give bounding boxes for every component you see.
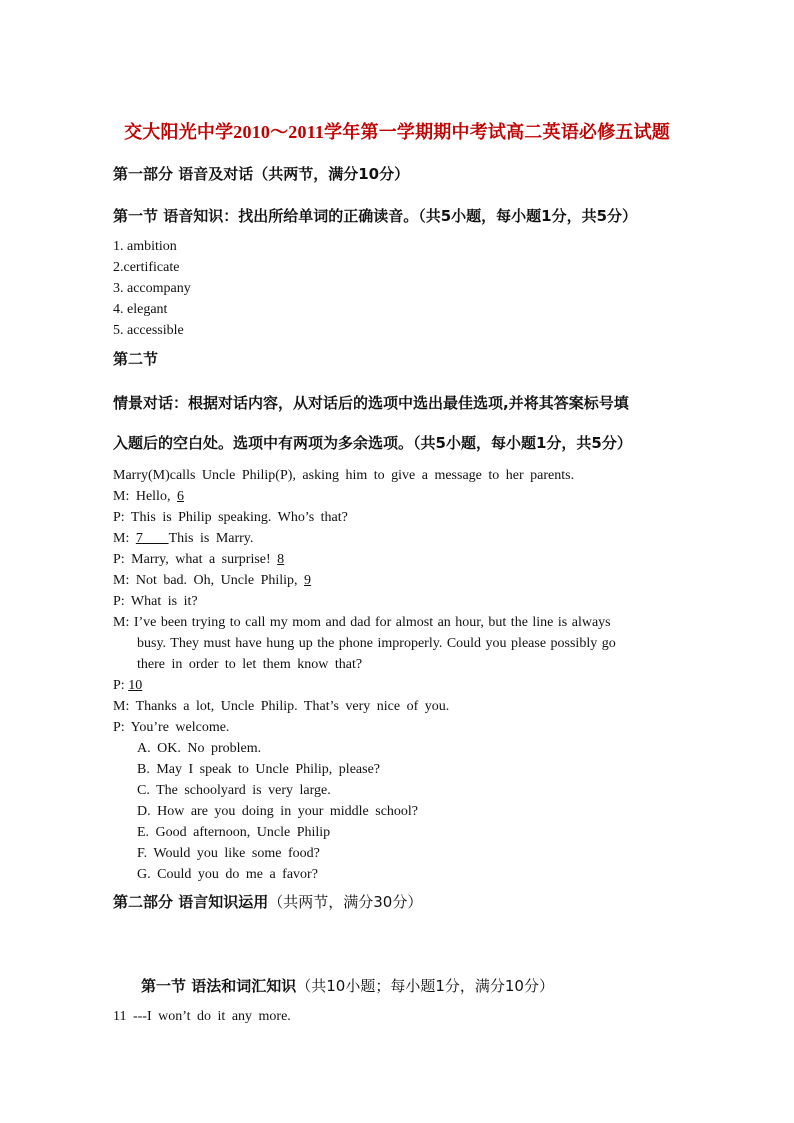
part2-section1-title: 第一节 语法和词汇知识 xyxy=(141,977,297,995)
option-item: D. How are you doing in your middle school? xyxy=(137,804,419,819)
dialog-line: P: You’re welcome. xyxy=(113,720,230,735)
answer-blank: 8 xyxy=(277,552,285,567)
dialog-line-continued: there in order to let them know that? xyxy=(137,657,363,672)
dialog-speaker-text: M: Hello, xyxy=(113,489,177,504)
dialog-speaker-text: P: xyxy=(113,678,129,693)
part2-heading-score: （共两节，满分30分） xyxy=(268,893,423,911)
word-item: 3. accompany xyxy=(113,281,191,296)
dialog-line xyxy=(113,487,184,507)
answer-blank: 9 xyxy=(304,573,312,588)
word-item: 1. ambition xyxy=(113,239,177,254)
dialog-line: M: I’ve been trying to call my mom and dad for almost an hour, but the line is always xyxy=(113,615,611,630)
dialog-line xyxy=(113,529,253,549)
word-item: 4. elegant xyxy=(113,302,168,317)
section1-heading: 第一节 语音知识：找出所给单词的正确读音。（共5小题，每小题1分，共5分） xyxy=(113,207,638,225)
option-item: C. The schoolyard is very large. xyxy=(137,783,331,798)
word-item: 2.certificate xyxy=(113,260,180,275)
answer-blank: 7 xyxy=(135,531,169,546)
dialog-line: P: What is it? xyxy=(113,594,198,609)
option-item: B. May I speak to Uncle Philip, please? xyxy=(137,762,381,777)
section2-heading: 第二节 xyxy=(113,350,159,368)
dialog-line: P: This is Philip speaking. Who’s that? xyxy=(113,510,348,525)
answer-blank: 6 xyxy=(176,489,184,504)
option-item: E. Good afternoon, Uncle Philip xyxy=(137,825,331,840)
page-title: 交大阳光中学2010～2011学年第一学期期中考试高二英语必修五试题 xyxy=(124,122,670,142)
option-item: G. Could you do me a favor? xyxy=(137,867,318,882)
option-item: A. OK. No problem. xyxy=(137,741,262,756)
part2-heading xyxy=(113,891,422,912)
dialog-speaker-text: M: xyxy=(113,531,136,546)
dialog-line xyxy=(113,550,284,570)
dialog-line xyxy=(113,676,142,696)
dialog-speaker-text: This is Marry. xyxy=(168,531,254,546)
dialog-line: M: Thanks a lot, Uncle Philip. That’s very nice of you. xyxy=(113,699,450,714)
answer-blank: 10 xyxy=(128,678,143,693)
dialog-speaker-text: P: Marry, what a surprise! xyxy=(113,552,278,567)
part1-heading: 第一部分 语音及对话（共两节，满分10分） xyxy=(113,165,410,183)
section2-instruction-line1: 情景对话：根据对话内容，从对话后的选项中选出最佳选项,并将其答案标号填 xyxy=(113,394,629,412)
option-item: F. Would you like some food? xyxy=(137,846,320,861)
dialog-line-continued: busy. They must have hung up the phone improperly. Could you please possibly go xyxy=(137,636,616,651)
part2-heading-title: 第二部分 语言知识运用 xyxy=(113,893,269,911)
dialog-line xyxy=(113,571,311,591)
word-item: 5. accessible xyxy=(113,323,184,338)
dialog-intro: Marry(M)calls Uncle Philip(P), asking him to give a message to her parents. xyxy=(113,468,575,483)
dialog-speaker-text: M: Not bad. Oh, Uncle Philip, xyxy=(113,573,305,588)
part2-section1-score: （共10小题；每小题1分，满分10分） xyxy=(296,977,554,995)
section2-instruction-line2: 入题后的空白处。选项中有两项为多余选项。（共5小题，每小题1分，共5分） xyxy=(113,434,632,452)
part2-section1-heading xyxy=(141,975,554,996)
question-11: 11 ---I won’t do it any more. xyxy=(113,1009,291,1024)
